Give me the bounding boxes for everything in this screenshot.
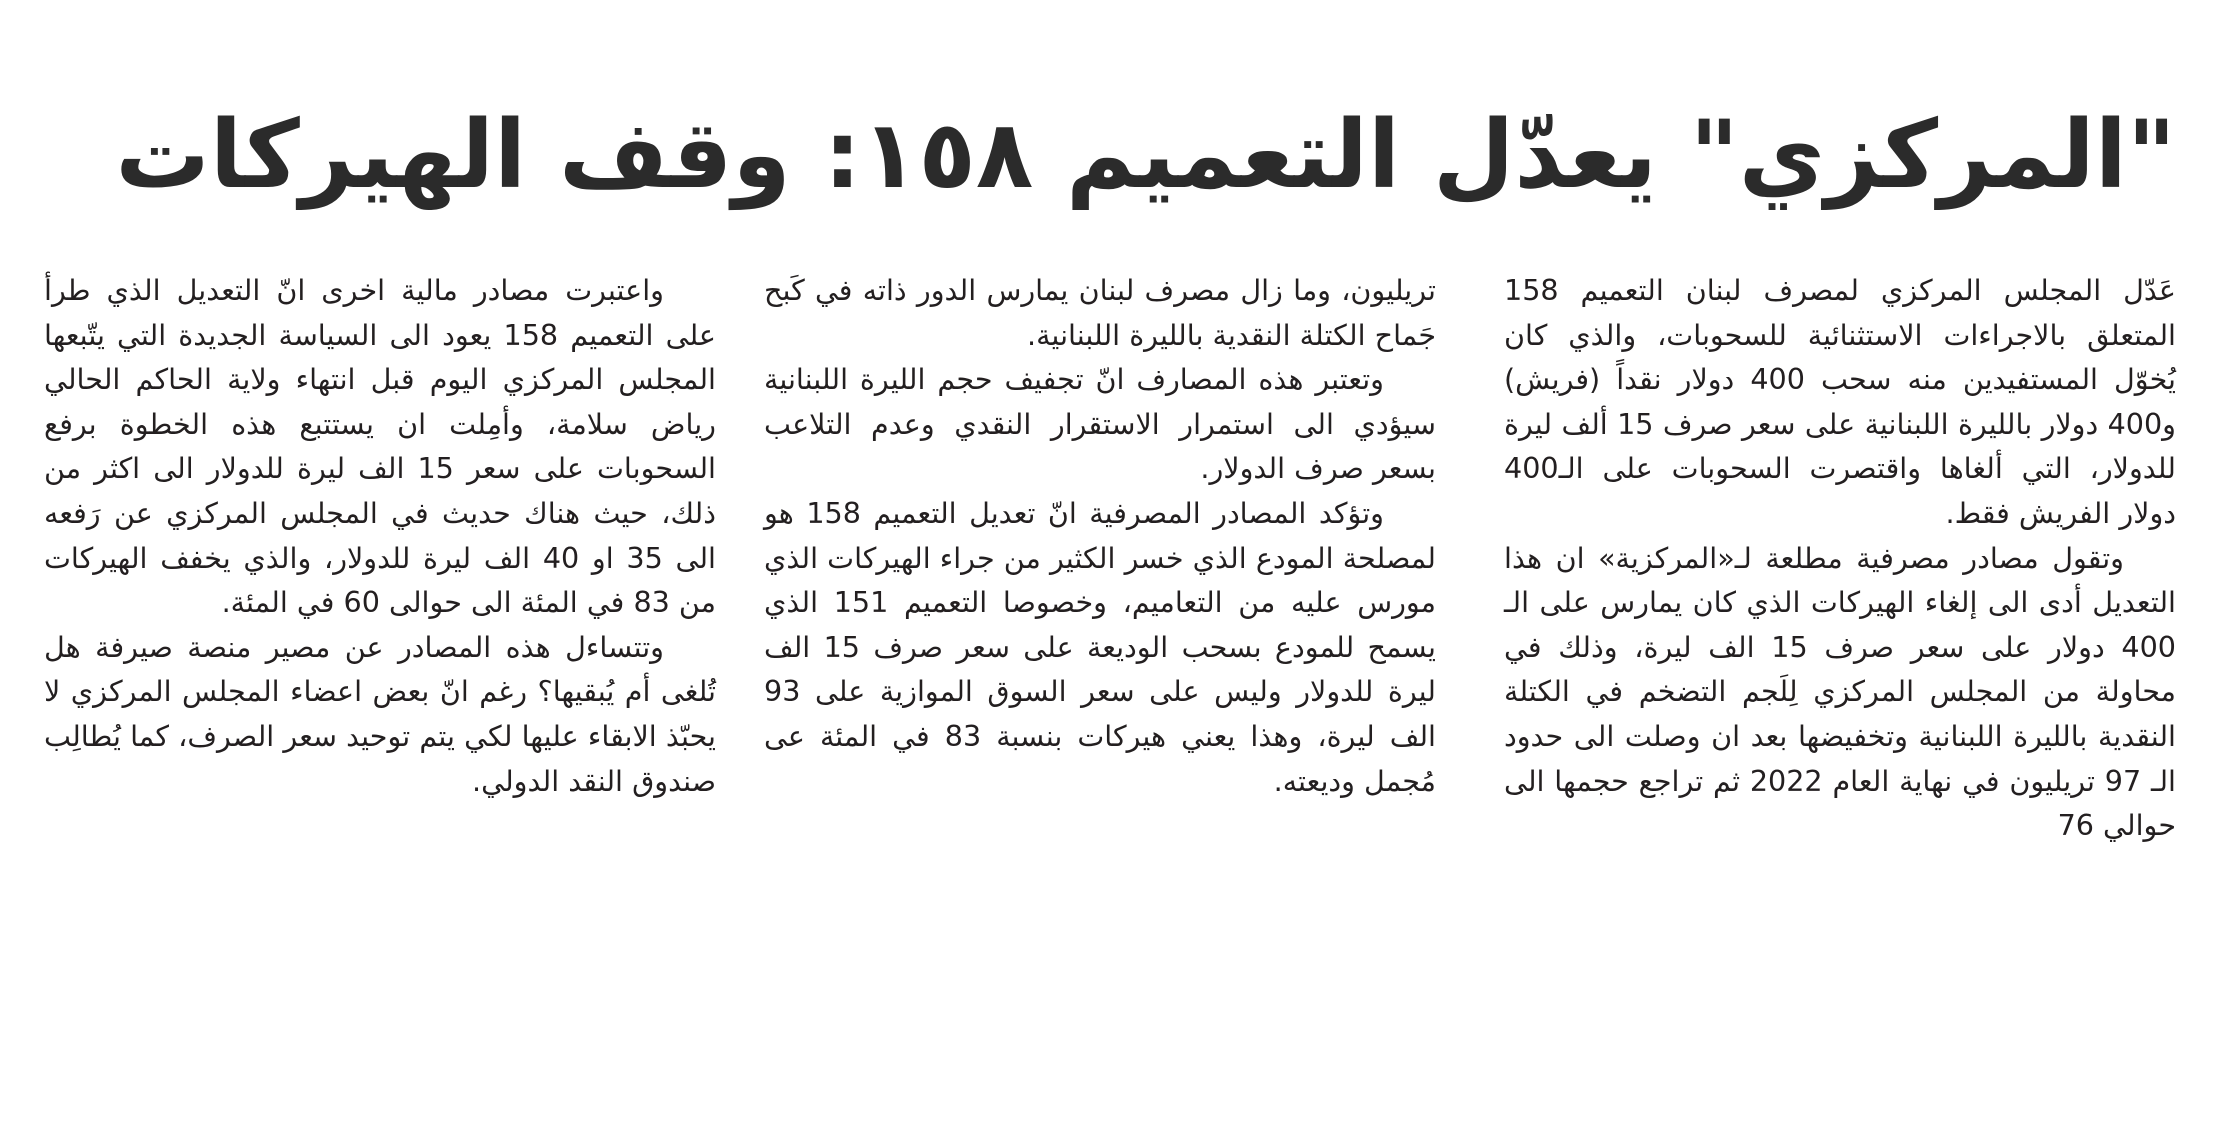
paragraph: وتقول مصادر مصرفية مطلعة لـ«المركزية» ان هذا التعديل أدى الى إلغاء الهيركات الذي كان يمارس على الـ 400 دولار على سعر صرف 15 الف ليرة، وذلك في محاولة من المجلس المركزي لِلَجم التضخم في الكتلة النقدية بالليرة اللبنانية وتخفيضها بعد ان وصلت الى حدود الـ 97 تريليون في نهاية العام 2022 ثم تراجع حجمها الى حوالي 76 bbox=[1504, 540, 2177, 843]
article-column-right bbox=[1504, 268, 2176, 848]
paragraph: تريليون، وما زال مصرف لبنان يمارس الدور ذاته في كَبح جَماح الكتلة النقدية بالليرة اللبنانية. bbox=[764, 273, 1436, 352]
paragraph: وتتساءل هذه المصادر عن مصير منصة صيرفة هل تُلغى أم يُبقيها؟ رغم انّ بعض اعضاء المجلس المركزي لا يحبّذ الابقاء عليها لكي يتم توحيد سعر الصرف، كما يُطالِب صندوق النقد الدولي. bbox=[44, 629, 716, 798]
paragraph: وتؤكد المصادر المصرفية انّ تعديل التعميم 158 هو لمصلحة المودع الذي خسر الكثير من جراء الهيركات الذي مورس عليه من التعاميم، وخصوصا التعميم 151 الذي يسمح للمودع بسحب الوديعة على سعر صرف 15 الف ليرة للدولار وليس على سعر السوق الموازية على 93 الف ليرة، وهذا يعني هيركات بنسبة 83 في المئة عى مُجمل وديعته. bbox=[764, 495, 1437, 798]
paragraph: وتعتبر هذه المصارف انّ تجفيف حجم الليرة اللبنانية سيؤدي الى استمرار الاستقرار النقدي وعدم التلاعب بسعر صرف الدولار. bbox=[764, 362, 1436, 486]
paragraph: واعتبرت مصادر مالية اخرى انّ التعديل الذي طرأ على التعميم 158 يعود الى السياسة الجديدة التي يتّبعها المجلس المركزي اليوم قبل انتهاء ولاية الحاكم الحالي رياض سلامة، وأمِلت ان يستتبع هذه الخطوة برفع السحوبات على سعر 15 الف ليرة للدولار الى اكثر من ذلك، حيث هناك حديث في المجلس المركزي عن رَفعه الى 35 او 40 الف ليرة للدولار، والذي يخفف الهيركات من 83 في المئة الى حوالى 60 في المئة. bbox=[44, 273, 716, 620]
paragraph: عَدّل المجلس المركزي لمصرف لبنان التعميم 158 المتعلق بالاجراءات الاستثنائية للسحوبات، والذي كان يُخوّل المستفيدين منه سحب 400 دولار نقداً (فريش) و400 دولار بالليرة اللبنانية على سعر صرف 15 ألف ليرة للدولار، التي ألغاها واقتصرت السحوبات على الـ400 دولار الفريش فقط. bbox=[1504, 273, 2176, 530]
article-column-middle bbox=[764, 268, 1436, 803]
headline: "المركزي" يعدّل التعميم ١٥٨: وقف الهيركات bbox=[115, 100, 2176, 210]
article-column-left bbox=[44, 268, 716, 803]
